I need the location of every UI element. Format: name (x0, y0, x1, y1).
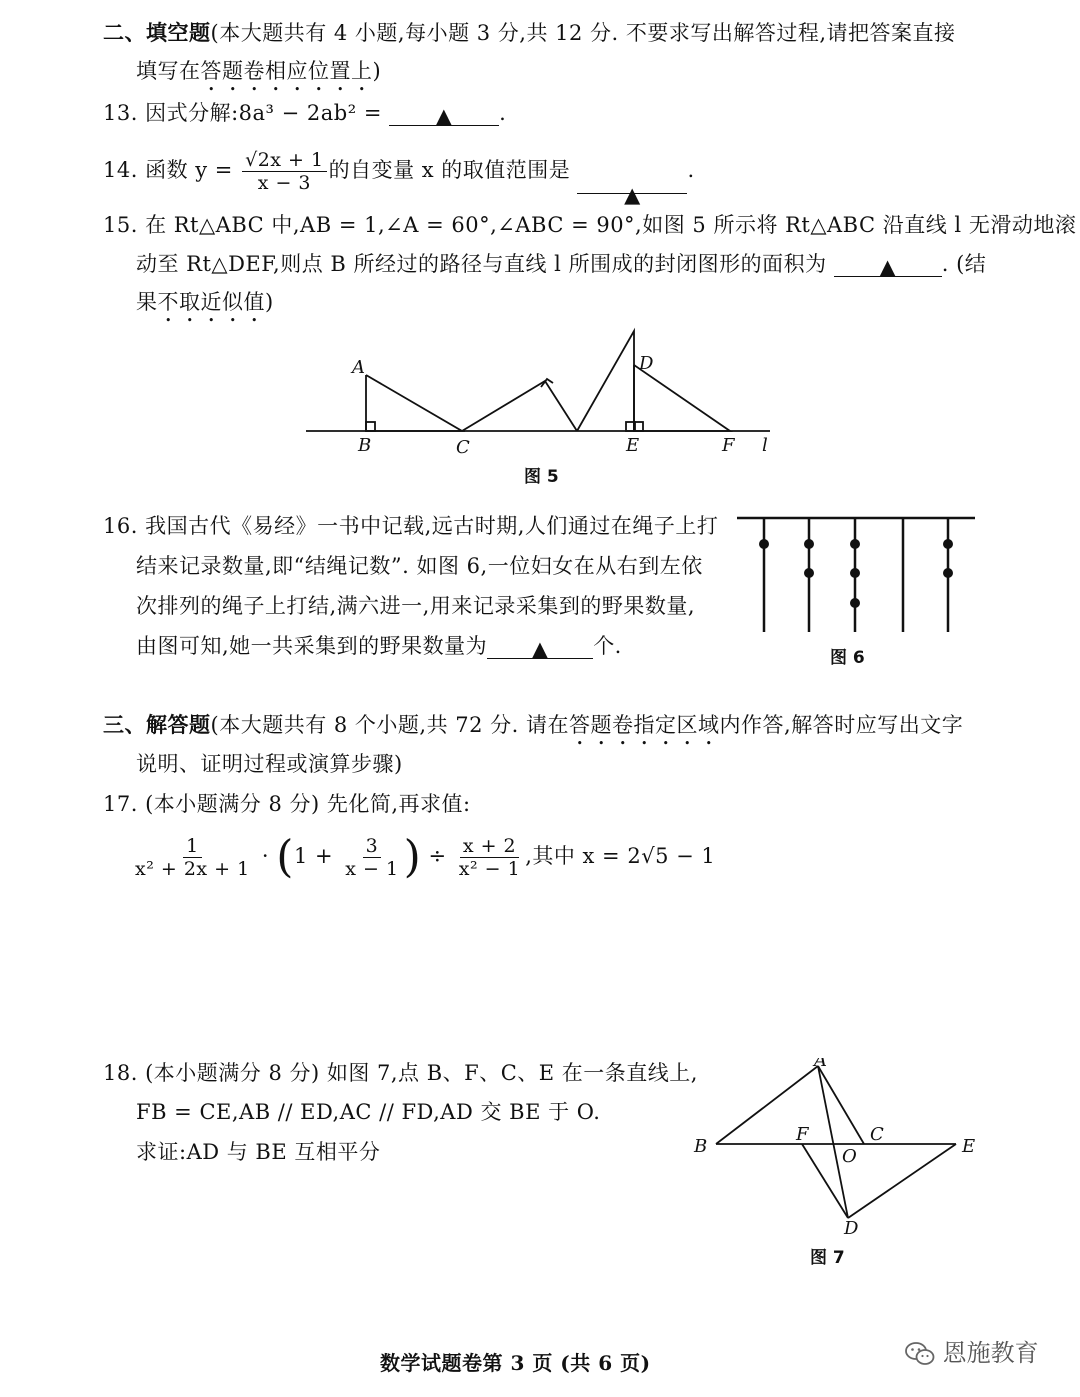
label-e: E (962, 1136, 976, 1157)
question-16-line4-text: 由图可知,她一共采集到的野果数量为 (136, 634, 488, 658)
question-13-number: 13. (103, 101, 138, 125)
figure-7-caption: 图 7 (810, 1248, 845, 1268)
inner-one-plus: 1 + (293, 844, 334, 868)
fraction-1-numerator: 1 (183, 835, 202, 858)
question-17-condition: ,其中 x = 2√5 − 1 (525, 844, 716, 868)
answer-triangle-icon: ▲ (531, 637, 549, 661)
label-b: B (358, 435, 372, 456)
label-o: O (842, 1146, 857, 1167)
question-14 (103, 146, 695, 207)
fraction-1 (132, 835, 253, 880)
section-3-desc-line2: 说明、证明过程或演算步骤) (136, 752, 403, 776)
right-angle-b (366, 422, 375, 431)
question-15-line2 (136, 251, 986, 277)
figure-5-caption: 图 5 (524, 467, 559, 487)
triangle-def (634, 365, 730, 431)
knot (850, 539, 860, 549)
label-d: D (639, 353, 654, 374)
question-16-line3: 次排列的绳子上打结,满六进一,用来记录采集到的野果数量, (136, 594, 696, 618)
question-14-post: 的自变量 x 的取值范围是 (328, 158, 571, 182)
answer-triangle-icon: ▲ (879, 255, 897, 279)
label-c: C (456, 437, 470, 458)
multiply-dot: · (261, 844, 270, 868)
knot (804, 568, 814, 578)
knot (759, 539, 769, 549)
question-14-number: 14. (103, 158, 138, 182)
question-14-end: . (687, 158, 695, 182)
question-15-answer-blank (834, 254, 942, 277)
question-16-line4 (136, 633, 622, 659)
question-18-line1: 18. (本小题满分 8 分) 如图 7,点 B、F、C、E 在一条直线上, (103, 1061, 698, 1085)
question-16-line2: 结来记录数量,即“结绳记数”. 如图 6,一位妇女在从右到左依 (136, 554, 703, 578)
page-footer: 数学试题卷第 3 页 (共 6 页) (380, 1351, 651, 1375)
figure-5 (300, 325, 790, 464)
section-3-heading (103, 712, 963, 750)
fraction-numerator: √2x + 1 (242, 149, 327, 172)
question-15-line2-end: . (结 (941, 252, 987, 276)
question-16-line1: 16. 我国古代《易经》一书中记载,远古时期,人们通过在绳子上打 (103, 514, 719, 538)
fraction-denominator: x − 3 (257, 172, 311, 194)
label-f: F (722, 435, 735, 456)
fraction-2-denominator: x − 1 (345, 858, 399, 880)
question-13 (103, 100, 506, 126)
answer-triangle-icon: ▲ (435, 104, 453, 128)
label-f: F (796, 1124, 809, 1145)
knot (850, 568, 860, 578)
question-13-text: 因式分解:8a³ − 2ab² = (145, 101, 382, 125)
section-3-desc-post: 内作答,解答时应写出文字 (719, 713, 964, 737)
section-2-desc-line2 (136, 58, 381, 96)
label-d: D (844, 1218, 859, 1238)
triangle-rolled-2 (577, 331, 634, 431)
label-a: A (352, 357, 365, 378)
fraction-2-numerator: 3 (363, 835, 382, 858)
label-l: l (762, 435, 768, 456)
fraction-3-numerator: x + 2 (460, 835, 519, 858)
section-2-heading (103, 20, 956, 46)
watermark-text: 恩施教育 (942, 1339, 1039, 1367)
label-c: C (870, 1124, 884, 1145)
label-a: A (814, 1058, 827, 1071)
section-3-title: 三、解答题 (103, 712, 211, 737)
label-b: B (694, 1136, 708, 1157)
question-16-answer-blank (487, 636, 593, 659)
knot (804, 539, 814, 549)
divide-sign: ÷ (428, 844, 447, 868)
knot (850, 598, 860, 608)
section-2-desc-b-pre: 填写在 (136, 59, 201, 83)
question-16-line4-end: 个. (593, 634, 622, 658)
question-14-pre: 函数 y = (145, 158, 233, 182)
section-2-desc-b-emphasis: 答题卷相应位置上 (200, 59, 373, 83)
right-paren: ) (403, 831, 422, 883)
left-paren: ( (276, 831, 294, 883)
fraction-3-denominator: x² − 1 (458, 858, 521, 880)
fraction-1-denominator: x² + 2x + 1 (135, 858, 250, 880)
question-15-line3-pre: 果 (136, 290, 158, 314)
fraction-2 (342, 835, 401, 880)
figure-6-rope-diagram (733, 510, 979, 638)
figure-6-caption: 图 6 (830, 648, 865, 668)
question-13-end: . (499, 101, 507, 125)
label-e: E (626, 435, 640, 456)
question-18-line2: FB = CE,AB // ED,AC // FD,AD 交 BE 于 O. (136, 1100, 601, 1124)
section-2-desc-b-post: ) (372, 59, 382, 83)
figure-7 (690, 1058, 990, 1242)
segment-ed (848, 1144, 956, 1218)
section-3-emphasis: 答题卷指定区域 (569, 713, 720, 737)
section-3-desc-pre: (本大题共有 8 个小题,共 72 分. 请在 (210, 713, 570, 737)
question-15-line3 (136, 289, 274, 327)
question-18-line3: 求证:AD 与 BE 互相平分 (136, 1140, 381, 1164)
section-2-title: 二、填空题 (103, 20, 211, 45)
section-2-desc-a: (本大题共有 4 小题,每小题 3 分,共 12 分. 不要求写出解答过程,请把答案直接 (210, 21, 956, 45)
question-15-line2-text: 动至 Rt△DEF,则点 B 所经过的路径与直线 l 所围成的封闭图形的面积为 (136, 252, 827, 276)
wechat-icon (905, 1341, 935, 1367)
question-15-emphasis: 不取近似值 (157, 290, 265, 314)
figure-7-diagram (690, 1058, 990, 1238)
knot (943, 539, 953, 549)
question-15-line3-post: ) (265, 290, 274, 314)
triangle-abc (366, 375, 462, 431)
question-17-line1: 17. (本小题满分 8 分) 先化简,再求值: (103, 792, 471, 816)
figure-6 (733, 510, 979, 642)
figure-5-diagram (300, 325, 790, 460)
question-13-answer-blank (389, 103, 499, 126)
question-14-answer-blank (577, 171, 687, 207)
question-17-expression (130, 830, 715, 882)
fraction-3 (456, 835, 523, 880)
knot (943, 568, 953, 578)
watermark (905, 1333, 1039, 1368)
question-15-line1: 15. 在 Rt△ABC 中,AB = 1,∠A = 60°,∠ABC = 90°,如图 5 所示将 Rt△ABC 沿直线 l 无滑动地滚 (103, 213, 1077, 237)
question-14-fraction (242, 149, 327, 194)
triangle-rolled-1 (462, 381, 577, 431)
answer-triangle-icon: ▲ (624, 183, 641, 207)
